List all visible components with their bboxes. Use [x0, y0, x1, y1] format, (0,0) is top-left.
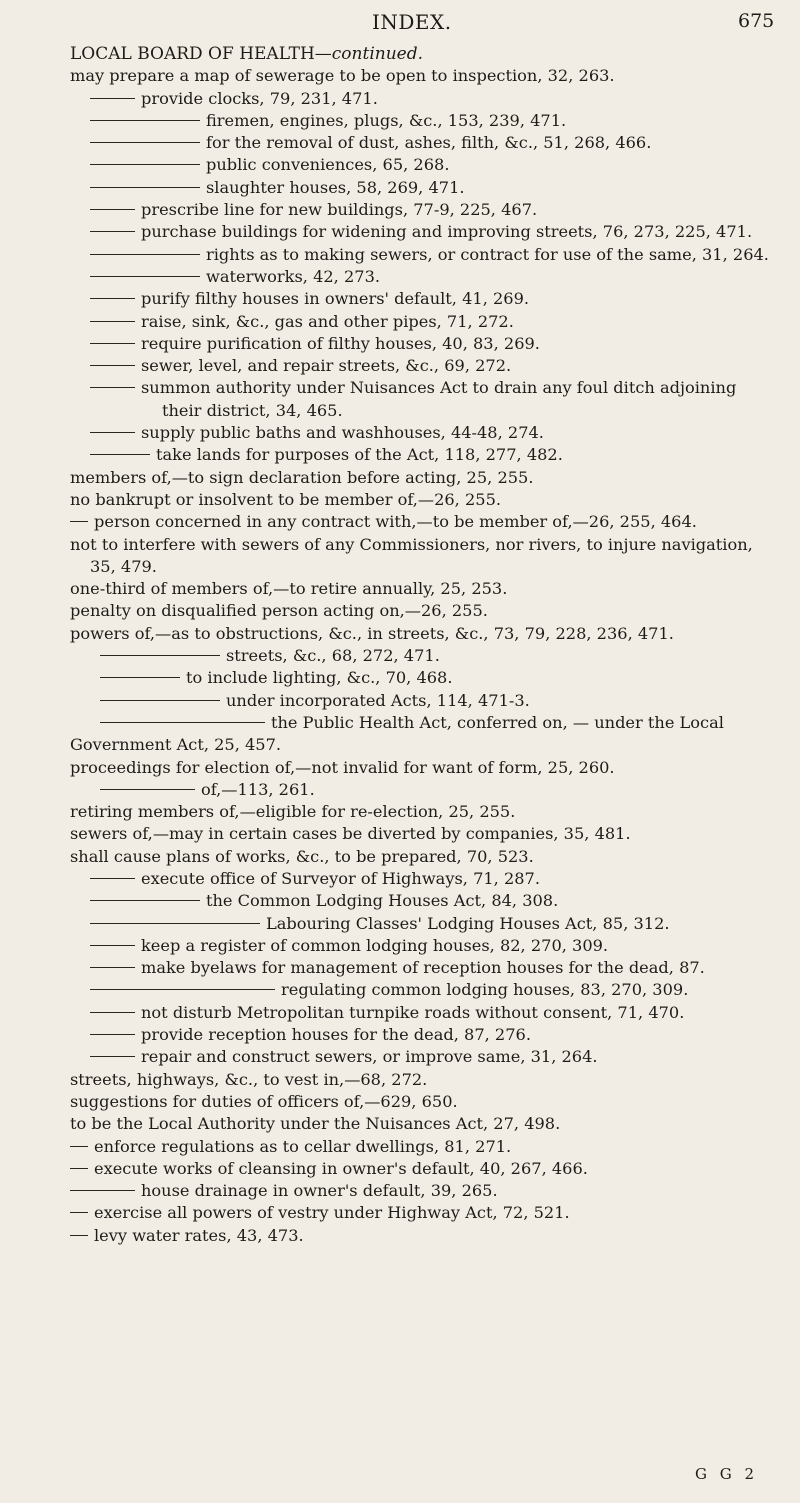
ditto-rule	[90, 967, 135, 968]
index-entry-text: house drainage in owner's default, 39, 265.	[141, 1181, 498, 1201]
index-entry-text: may prepare a map of sewerage to be open to inspection, 32, 263.	[70, 66, 615, 86]
index-entry-text: purify filthy houses in owners' default, 41, 269.	[141, 289, 530, 309]
index-entry-text: streets, &c., 68, 272, 471.	[226, 646, 440, 666]
index-column	[70, 43, 780, 1247]
index-entry-text: person concerned in any contract with,—to be member of,—26, 255, 464.	[94, 512, 697, 532]
index-entries	[70, 65, 780, 1247]
index-entry-text: no bankrupt or insolvent to be member of,—26, 255.	[70, 489, 502, 509]
ditto-rule	[90, 1034, 135, 1035]
ditto-rule	[70, 1235, 88, 1236]
index-entry	[70, 890, 780, 912]
index-entry-text: of,—113, 261.	[201, 779, 315, 799]
index-entry	[70, 667, 780, 689]
index-entry	[70, 1002, 780, 1024]
index-entry	[70, 444, 780, 466]
index-entry	[70, 779, 780, 801]
ditto-rule	[100, 789, 195, 790]
index-entry-text: sewers of,—may in certain cases be diverted by companies, 35, 481.	[70, 824, 631, 844]
index-entry-text: members of,—to sign declaration before acting, 25, 255.	[70, 467, 534, 487]
index-entry	[70, 1158, 780, 1180]
index-entry	[70, 154, 780, 176]
ditto-rule	[70, 1168, 88, 1169]
index-entry	[70, 712, 780, 757]
ditto-rule	[90, 231, 135, 232]
ditto-rule	[100, 655, 220, 656]
index-entry-text: execute works of cleansing in owner's default, 40, 267, 466.	[94, 1158, 588, 1178]
index-entry-text: take lands for purposes of the Act, 118, 277, 482.	[156, 445, 563, 465]
index-entry	[70, 88, 780, 110]
ditto-rule	[90, 321, 135, 322]
ditto-rule	[90, 923, 260, 924]
index-entry	[70, 511, 780, 533]
index-entry	[70, 868, 780, 890]
index-entry	[70, 177, 780, 199]
ditto-rule	[90, 945, 135, 946]
ditto-rule	[70, 521, 88, 522]
index-entry	[70, 132, 780, 154]
index-entry-text: prescribe line for new buildings, 77-9, 225, 467.	[141, 200, 538, 220]
ditto-rule	[90, 187, 200, 188]
index-entry	[70, 1136, 780, 1158]
ditto-rule	[90, 142, 200, 143]
ditto-rule	[70, 1146, 88, 1147]
index-entry-text: levy water rates, 43, 473.	[94, 1225, 304, 1245]
index-entry-text: retiring members of,—eligible for re-election, 25, 255.	[70, 802, 516, 822]
running-head	[0, 10, 800, 36]
index-entry	[70, 333, 780, 355]
ditto-rule	[90, 432, 135, 433]
index-entry	[70, 757, 780, 779]
index-heading-title: LOCAL BOARD OF HEALTH—	[70, 44, 332, 64]
index-entry	[70, 979, 780, 1001]
ditto-rule	[90, 276, 200, 277]
index-entry-text: exercise all powers of vestry under Highway Act, 72, 521.	[94, 1203, 570, 1223]
index-entry	[70, 957, 780, 979]
index-entry	[70, 645, 780, 667]
ditto-rule	[90, 900, 200, 901]
index-entry-text: shall cause plans of works, &c., to be prepared, 70, 523.	[70, 846, 534, 866]
index-entry-text: enforce regulations as to cellar dwellings, 81, 271.	[94, 1136, 512, 1156]
index-entry	[70, 1069, 780, 1091]
ditto-rule	[90, 343, 135, 344]
index-entry-text: require purification of filthy houses, 40, 83, 269.	[141, 333, 540, 353]
index-entry-text: supply public baths and washhouses, 44-48, 274.	[141, 423, 544, 443]
index-entry	[70, 311, 780, 333]
index-entry	[70, 1180, 780, 1202]
index-entry	[70, 377, 780, 422]
index-entry	[70, 489, 780, 511]
index-entry-text: for the removal of dust, ashes, filth, &c., 51, 268, 466.	[206, 133, 652, 153]
index-entry-text: keep a register of common lodging houses, 82, 270, 309.	[141, 935, 609, 955]
index-entry	[70, 534, 780, 579]
ditto-rule	[70, 1212, 88, 1213]
index-entry-text: firemen, engines, plugs, &c., 153, 239, 471.	[206, 110, 567, 130]
ditto-rule	[100, 677, 180, 678]
index-entry-text: provide clocks, 79, 231, 471.	[141, 88, 378, 108]
index-entry-text: regulating common lodging houses, 83, 270, 309.	[281, 980, 689, 1000]
index-entry	[70, 65, 780, 87]
index-entry-text: suggestions for duties of officers of,—629, 650.	[70, 1091, 458, 1111]
index-entry	[70, 355, 780, 377]
index-entry-text: to be the Local Authority under the Nuisances Act, 27, 498.	[70, 1114, 561, 1134]
index-entry-text: the Common Lodging Houses Act, 84, 308.	[206, 891, 559, 911]
index-entry-text: one-third of members of,—to retire annually, 25, 253.	[70, 579, 508, 599]
ditto-rule	[90, 1012, 135, 1013]
index-entry	[70, 913, 780, 935]
index-entry-text: the Public Health Act, conferred on, — under the Local Government Act, 25, 457.	[70, 712, 724, 755]
index-entry-text: powers of,—as to obstructions, &c., in streets, &c., 73, 79, 228, 236, 471.	[70, 623, 674, 643]
index-entry	[70, 1091, 780, 1113]
running-head-title: INDEX.	[372, 10, 452, 34]
index-entry-text: not disturb Metropolitan turnpike roads without consent, 71, 470.	[141, 1002, 685, 1022]
ditto-rule	[90, 878, 135, 879]
page-number: 675	[738, 10, 775, 32]
index-entry-text: purchase buildings for widening and improving streets, 76, 273, 225, 471.	[141, 222, 753, 242]
index-entry	[70, 110, 780, 132]
index-heading-continued: continued.	[331, 44, 423, 64]
index-entry-text: provide reception houses for the dead, 87, 276.	[141, 1025, 531, 1045]
index-entry	[70, 467, 780, 489]
index-entry	[70, 1024, 780, 1046]
index-entry-text: under incorporated Acts, 114, 471-3.	[226, 690, 530, 710]
index-entry-text: streets, highways, &c., to vest in,—68, 272.	[70, 1069, 428, 1089]
index-entry-text: slaughter houses, 58, 269, 471.	[206, 177, 465, 197]
index-entry	[70, 690, 780, 712]
index-entry	[70, 578, 780, 600]
index-entry-text: waterworks, 42, 273.	[206, 266, 381, 286]
index-entry	[70, 846, 780, 868]
index-entry	[70, 623, 780, 645]
index-heading	[70, 43, 780, 65]
signature-mark: G G 2	[695, 1465, 759, 1483]
index-entry-text: make byelaws for management of reception houses for the dead, 87.	[141, 958, 705, 978]
ditto-rule	[90, 454, 150, 455]
ditto-rule	[70, 1190, 135, 1191]
ditto-rule	[90, 387, 135, 388]
index-entry	[70, 1202, 780, 1224]
index-entry	[70, 422, 780, 444]
index-entry-text: to include lighting, &c., 70, 468.	[186, 668, 453, 688]
index-entry	[70, 823, 780, 845]
index-entry-text: penalty on disqualified person acting on,—26, 255.	[70, 601, 488, 621]
ditto-rule	[90, 120, 200, 121]
index-entry-text: repair and construct sewers, or improve same, 31, 264.	[141, 1047, 598, 1067]
index-entry-text: raise, sink, &c., gas and other pipes, 71, 272.	[141, 311, 514, 331]
index-entry	[70, 266, 780, 288]
index-entry	[70, 935, 780, 957]
index-entry	[70, 600, 780, 622]
index-entry-text: execute office of Surveyor of Highways, 71, 287.	[141, 868, 541, 888]
ditto-rule	[90, 298, 135, 299]
ditto-rule	[90, 1056, 135, 1057]
index-entry	[70, 1113, 780, 1135]
index-entry	[70, 221, 780, 243]
ditto-rule	[90, 989, 275, 990]
index-entry	[70, 801, 780, 823]
ditto-rule	[90, 365, 135, 366]
index-entry-text: rights as to making sewers, or contract for use of the same, 31, 264.	[206, 244, 769, 264]
ditto-rule	[90, 164, 200, 165]
index-entry	[70, 288, 780, 310]
index-entry-text: sewer, level, and repair streets, &c., 69, 272.	[141, 356, 512, 376]
ditto-rule	[100, 722, 265, 723]
index-entry-text: summon authority under Nuisances Act to drain any foul ditch adjoining their district, 34, 465.	[141, 378, 737, 420]
ditto-rule	[100, 700, 220, 701]
index-entry	[70, 244, 780, 266]
index-entry	[70, 199, 780, 221]
ditto-rule	[90, 254, 200, 255]
index-entry-text: not to interfere with sewers of any Commissioners, nor rivers, to injure navigation, 35, 479.	[70, 534, 753, 576]
index-entry-text: Labouring Classes' Lodging Houses Act, 85, 312.	[266, 913, 670, 933]
index-entry-text: public conveniences, 65, 268.	[206, 155, 450, 175]
index-entry	[70, 1225, 780, 1247]
index-entry-text: proceedings for election of,—not invalid for want of form, 25, 260.	[70, 757, 615, 777]
ditto-rule	[90, 98, 135, 99]
ditto-rule	[90, 209, 135, 210]
index-entry	[70, 1046, 780, 1068]
